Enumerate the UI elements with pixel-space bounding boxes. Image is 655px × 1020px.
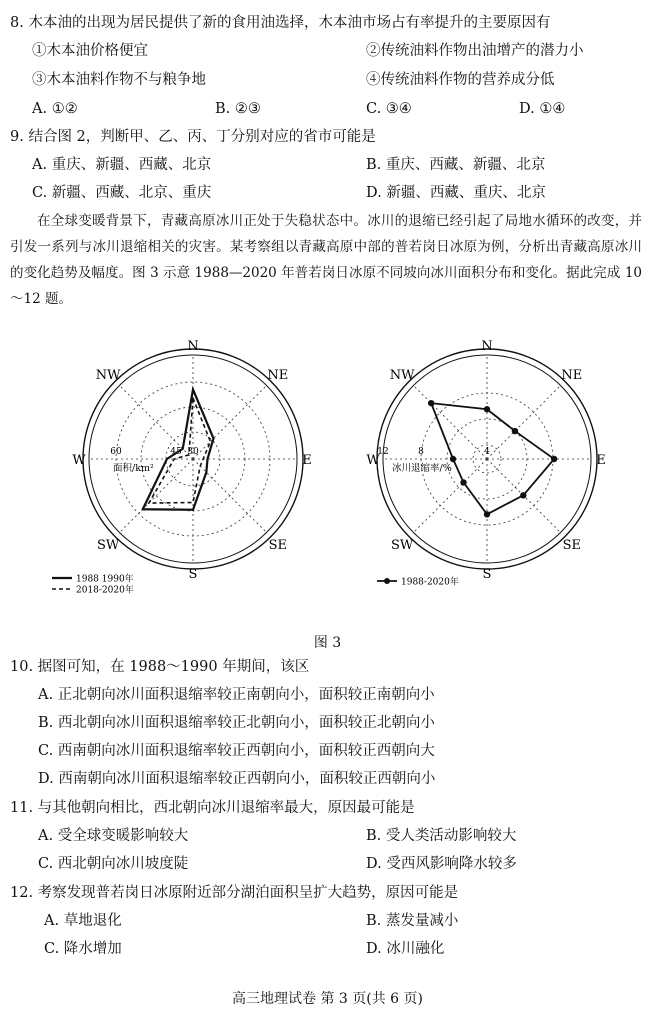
direction-label-nw: NW — [389, 368, 415, 384]
direction-label-ne: NE — [561, 368, 583, 384]
figure-3 — [0, 332, 655, 617]
ring-label: 60 — [110, 447, 122, 457]
spoke — [193, 385, 267, 459]
q12-stem: 12. 考察发现普若岗日冰原附近部分湖泊面积呈扩大趋势，原因可能是 — [10, 885, 459, 901]
q8-option-a: A. ①② — [32, 101, 78, 117]
axis-label: 面积/km² — [113, 463, 154, 474]
q9-option-d: D. 新疆、西藏、重庆、北京 — [366, 185, 546, 201]
direction-label-nw: NW — [95, 368, 121, 384]
q10-stem: 10. 据图可知，在 1988～1990 年期间，该区 — [10, 659, 310, 675]
page-footer: 高三地理试卷 第 3 页(共 6 页) — [232, 991, 423, 1007]
direction-label-sw: SW — [391, 537, 414, 553]
ring-label: 8 — [418, 447, 424, 457]
q8-item-2: ②传统油料作物出油增产的潜力小 — [366, 43, 584, 59]
data-point — [520, 492, 526, 498]
q8-stem: 8. 木本油的出现为居民提供了新的食用油选择，木本油市场占有率提升的主要原因有 — [10, 15, 551, 31]
direction-label-s: S — [188, 567, 198, 582]
q8-option-d: D. ①④ — [519, 101, 566, 117]
direction-label-e: E — [596, 453, 606, 468]
direction-label-se: SE — [268, 537, 288, 553]
data-point — [484, 406, 490, 412]
q12-option-a: A. 草地退化 — [44, 913, 122, 929]
data-point — [450, 456, 456, 462]
figure-caption: 图 3 — [313, 635, 342, 651]
q8-item-1: ①木本油价格便宜 — [32, 43, 148, 59]
spoke — [487, 385, 561, 459]
spoke — [413, 385, 487, 459]
q12-option-b: B. 蒸发量减小 — [366, 913, 459, 929]
data-point — [484, 511, 490, 517]
direction-label-s: S — [482, 567, 492, 582]
legend-label: 1988 1990年 — [76, 574, 134, 585]
data-point — [460, 479, 466, 485]
ring-label: 12 — [377, 447, 389, 457]
direction-label-w: W — [366, 453, 380, 468]
direction-label-se: SE — [562, 537, 582, 553]
passage — [10, 208, 642, 312]
q9-option-a: A. 重庆、新疆、西藏、北京 — [32, 157, 212, 173]
legend-dot — [384, 578, 390, 584]
ring-label: 30 — [187, 447, 199, 457]
q9-option-c: C. 新疆、西藏、北京、重庆 — [32, 185, 212, 201]
q11-option-a: A. 受全球变暖影响较大 — [38, 828, 189, 844]
q9-option-b: B. 重庆、西藏、新疆、北京 — [366, 157, 546, 173]
q8-option-c: C. ③④ — [366, 101, 412, 117]
axis-label: 冰川退缩率/% — [392, 463, 452, 474]
legend-label: 2018-2020年 — [76, 585, 134, 596]
passage-text: 在全球变暖背景下，青藏高原冰川正处于失稳状态中。冰川的退缩已经引起了局地水循环的改变，并引发一系列与冰川退缩相关的灾害。某考察组以青藏高原中部的普若岗日冰原为例，分析出青藏高原冰川的变化趋势及幅度。图 3 示意 1988—2020 年普若岗日冰原不同坡向冰川面积分布和变化。据此完成 10～12 题。 — [10, 213, 642, 307]
q8-option-b: B. ②③ — [215, 101, 261, 117]
q11-stem: 11. 与其他朝向相比，西北朝向冰川退缩率最大，原因最可能是 — [10, 800, 415, 816]
q12-option-d: D. 冰川融化 — [366, 941, 445, 957]
legend-label: 1988-2020年 — [401, 577, 459, 588]
q11-option-c: C. 西北朝向冰川坡度陡 — [38, 856, 189, 872]
q10-option-d: D. 西南朝向冰川面积退缩率较正西朝向小，面积较正西朝向小 — [38, 771, 436, 787]
q8-item-3: ③木本油料作物不与粮争地 — [32, 72, 206, 88]
chart-glacier-retreat — [366, 339, 605, 588]
q8-item-4: ④传统油料作物的营养成分低 — [366, 72, 555, 88]
direction-label-e: E — [302, 453, 312, 468]
ring-label: 4 — [484, 447, 490, 457]
q12-option-c: C. 降水增加 — [44, 941, 122, 957]
data-point — [551, 456, 557, 462]
q10-option-c: C. 西南朝向冰川面积退缩率较正西朝向小，面积较正西朝向大 — [38, 743, 435, 759]
q11-option-d: D. 受西风影响降水较多 — [366, 856, 517, 872]
q10-option-a: A. 正北朝向冰川面积退缩率较正南朝向小，面积较正南朝向小 — [38, 687, 435, 703]
data-point — [512, 428, 518, 434]
q10-option-b: B. 西北朝向冰川面积退缩率较正北朝向小，面积较正北朝向小 — [38, 715, 435, 731]
q9-stem: 9. 结合图 2，判断甲、乙、丙、丁分别对应的省市可能是 — [10, 129, 376, 145]
spoke — [193, 459, 267, 533]
direction-label-n: N — [187, 339, 199, 354]
direction-label-ne: NE — [267, 368, 289, 384]
q11-option-b: B. 受人类活动影响较大 — [366, 828, 517, 844]
direction-label-n: N — [481, 339, 493, 354]
chart-glacier-area — [52, 339, 312, 596]
direction-label-w: W — [72, 453, 86, 468]
data-point — [428, 400, 434, 406]
ring-label: 45 — [170, 447, 182, 457]
direction-label-sw: SW — [97, 537, 120, 553]
